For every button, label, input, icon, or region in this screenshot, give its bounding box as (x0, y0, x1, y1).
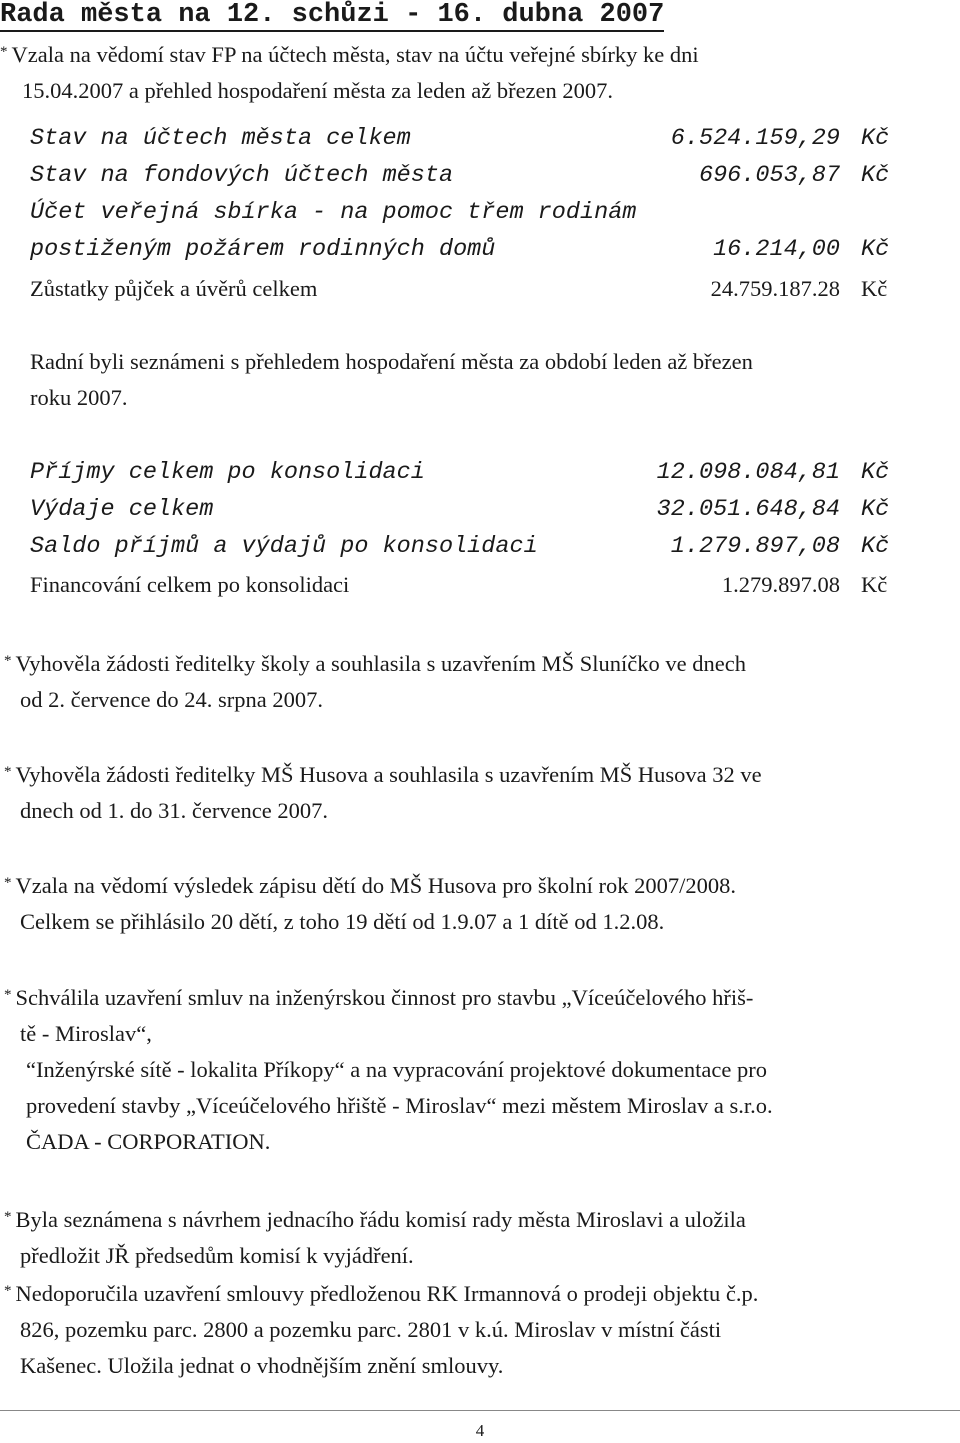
bullet-marker: * (4, 764, 12, 780)
intro-paragraph (0, 34, 958, 109)
budget-label: Financování celkem po konsolidaci (30, 572, 350, 597)
footer-divider (0, 1410, 960, 1411)
item-line: ČADA - CORPORATION. (26, 1129, 271, 1154)
account-row (30, 122, 910, 159)
account-label: postiženým požárem rodinných domů (30, 236, 496, 263)
council-note-line-1: Radní byli seznámeni s přehledem hospodaření města za období leden až březen (30, 349, 753, 374)
item-line: od 2. července do 24. srpna 2007. (20, 687, 324, 712)
item-line: předložit JŘ předsedům komisí k vyjádření. (20, 1243, 414, 1268)
account-currency: Kč (861, 125, 890, 152)
item-line: “Inženýrské sítě - lokalita Příkopy“ a na vypracování projektové dokumentace pro (26, 1057, 767, 1082)
account-row (30, 272, 910, 309)
item-line: Schválila uzavření smluv na inženýrskou činnost pro stavbu „Víceúčelového hřiš- (15, 985, 754, 1010)
accounts-table (30, 122, 910, 309)
item-line: Nedoporučila uzavření smlouvy předloženou RK Irmannová o prodeji objektu č.p. (15, 1281, 759, 1306)
resolution-item (4, 1273, 958, 1384)
account-amount: 696.053,87 (698, 162, 840, 189)
council-note-line-2: roku 2007. (30, 385, 128, 410)
bullet-marker: * (4, 653, 12, 669)
bullet-marker: * (4, 1209, 12, 1225)
account-row (30, 159, 910, 196)
bullet-marker: * (4, 1283, 12, 1299)
item-line: tě - Miroslav“, (20, 1021, 152, 1046)
bullet-marker: * (4, 987, 12, 1003)
budget-currency: Kč (861, 459, 890, 486)
account-currency: Kč (861, 236, 890, 263)
budget-currency: Kč (861, 496, 890, 523)
resolution-item (4, 865, 958, 940)
item-line: Vyhověla žádosti ředitelky školy a souhlasila s uzavřením MŠ Sluníčko ve dnech (15, 651, 746, 676)
account-amount: 16.214,00 (713, 236, 840, 263)
page-number: 4 (475, 1421, 485, 1440)
budget-label: Výdaje celkem (30, 496, 214, 523)
item-line: 826, pozemku parc. 2800 a pozemku parc. 2801 v k.ú. Miroslav v místní části (20, 1317, 722, 1342)
item-line: provedení stavby „Víceúčelového hřiště - Miroslav“ mezi městem Miroslav a s.r.o. (26, 1093, 773, 1118)
bullet-marker: * (4, 875, 12, 891)
item-line: Celkem se přihlásilo 20 dětí, z toho 19 dětí od 1.9.07 a 1 dítě od 1.2.08. (20, 909, 665, 934)
budget-label: Příjmy celkem po konsolidaci (30, 459, 425, 486)
intro-line-2: 15.04.2007 a přehled hospodaření města za leden až březen 2007. (22, 78, 614, 103)
budget-currency: Kč (861, 533, 890, 560)
resolution-item (4, 643, 958, 718)
item-line: Vzala na vědomí výsledek zápisu dětí do MŠ Husova pro školní rok 2007/2008. (15, 873, 737, 898)
account-label: Zůstatky půjček a úvěrů celkem (30, 276, 318, 301)
page-heading: Rada města na 12. schůzi - 16. dubna 2007 (0, 0, 665, 30)
budget-table (30, 456, 910, 605)
item-line: Kašenec. Uložila jednat o vhodnějším znění smlouvy. (20, 1353, 504, 1378)
account-label: Stav na účtech města celkem (30, 125, 411, 152)
intro-line-1: Vzala na vědomí stav FP na účtech města, stav na účtu veřejné sbírky ke dni (11, 42, 699, 67)
budget-amount: 32.051.648,84 (656, 496, 840, 523)
resolution-item (4, 754, 958, 829)
budget-amount: 1.279.897,08 (670, 533, 840, 560)
resolution-item (4, 977, 958, 1160)
account-amount: 24.759.187.28 (710, 276, 840, 301)
budget-row (30, 568, 910, 605)
bullet-marker: * (0, 44, 8, 60)
resolution-item (4, 1199, 958, 1274)
item-line: Vyhověla žádosti ředitelky MŠ Husova a souhlasila s uzavřením MŠ Husova 32 ve (15, 762, 762, 787)
account-amount: 6.524.159,29 (670, 125, 840, 152)
budget-row (30, 530, 910, 567)
item-line: Byla seznámena s návrhem jednacího řádu komisí rady města Miroslavi a uložila (15, 1207, 746, 1232)
budget-label: Saldo příjmů a výdajů po konsolidaci (30, 533, 538, 560)
account-label: Účet veřejná sbírka - na pomoc třem rodinám (30, 199, 637, 226)
account-label: Stav na fondových účtech města (30, 162, 454, 189)
council-note (30, 344, 956, 416)
budget-row (30, 456, 910, 493)
account-row (30, 196, 910, 233)
item-line: dnech od 1. do 31. července 2007. (20, 798, 329, 823)
budget-currency: Kč (861, 572, 888, 597)
budget-row (30, 493, 910, 530)
budget-amount: 1.279.897.08 (721, 572, 840, 597)
account-currency: Kč (861, 162, 890, 189)
account-row (30, 233, 910, 270)
account-currency: Kč (861, 276, 888, 301)
budget-amount: 12.098.084,81 (656, 459, 840, 486)
